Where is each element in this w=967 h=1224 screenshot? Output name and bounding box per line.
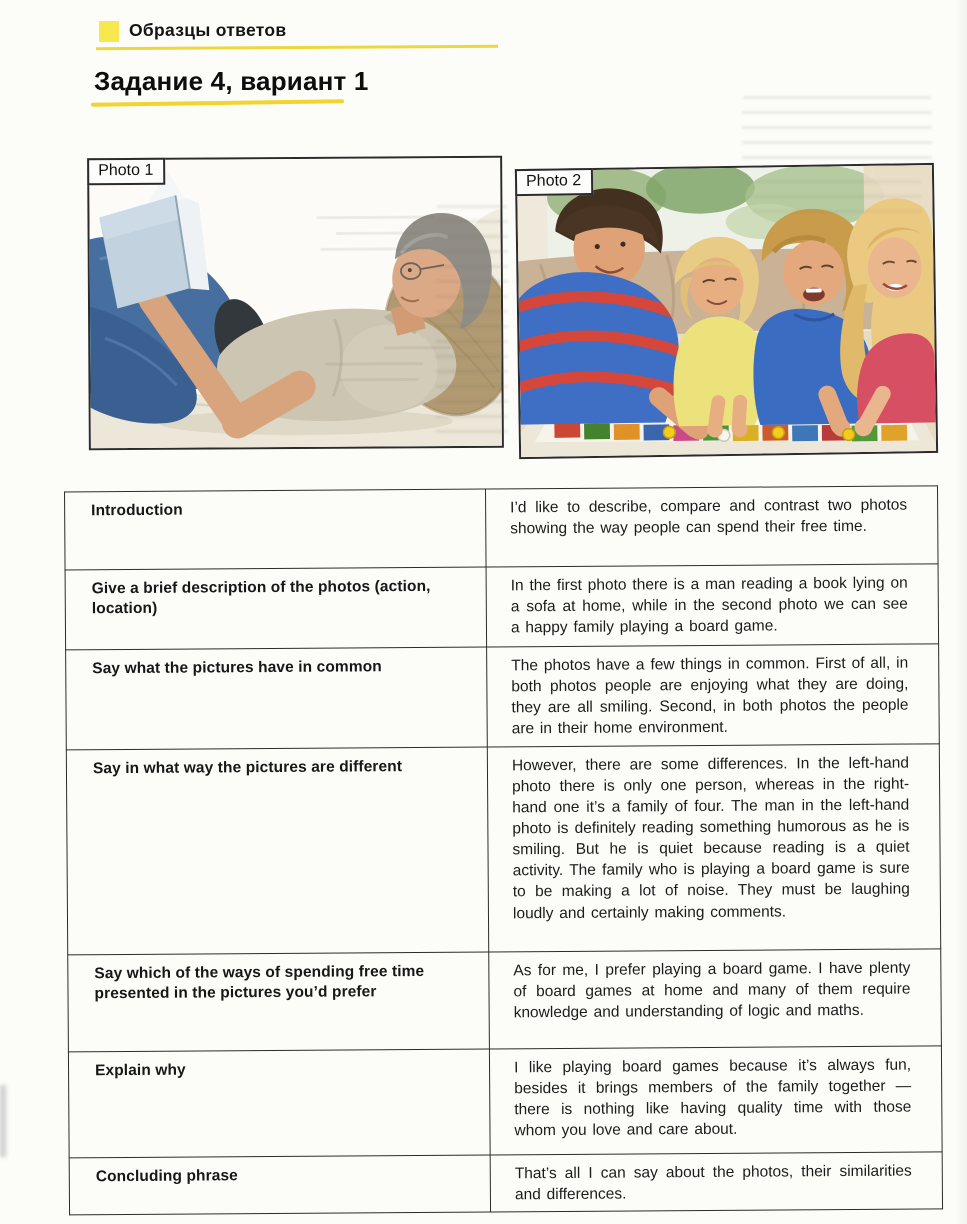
table-row — [68, 1046, 942, 1158]
prompt-cell: Give a brief description of the photos (action, location) — [65, 567, 487, 650]
table-row — [65, 564, 939, 650]
answer-cell: That’s all I can say about the photos, their similarities and differences. — [490, 1152, 942, 1212]
photo-1-label: Photo 1 — [87, 158, 165, 185]
table-row — [66, 644, 940, 750]
scan-bleedthrough — [742, 96, 932, 162]
photo-2-family-board-game — [515, 163, 938, 459]
header-underline — [96, 45, 498, 50]
prompt-cell: Say in what way the pictures are different — [66, 747, 488, 955]
answers-table-wrap — [64, 485, 943, 1215]
yellow-square-icon — [99, 21, 119, 42]
prompt-cell: Concluding phrase — [69, 1155, 490, 1215]
answer-cell: However, there are some differences. In the left-hand photo there is only one person, whereas in the right-hand one it’s a family of four. The man in the left-hand photo is definitely reading something humorous as he is smiling. But he is quiet because reading is a quiet activity. The family who is playing a board game is sure to be making a lot of noise. They must be laughing loudly and certainly making comments. — [487, 744, 940, 952]
answer-cell: As for me, I prefer playing a board game. I have plenty of board games at home and many of them require knowledge and understanding of logic and maths. — [489, 949, 942, 1049]
table-row — [65, 486, 939, 570]
prompt-cell: Introduction — [65, 489, 487, 570]
prompt-cell: Say what the pictures have in common — [66, 647, 488, 750]
prompt-cell: Say which of the ways of spending free time presented in the pictures you’d prefer — [68, 952, 490, 1052]
scan-edge-smudge — [0, 1085, 6, 1157]
table-row — [66, 744, 940, 955]
photo-2-illustration — [517, 165, 936, 457]
photo-2-label: Photo 2 — [515, 168, 594, 196]
page-title: Задание 4, вариант 1 — [94, 66, 369, 96]
prompt-cell: Explain why — [68, 1049, 490, 1158]
section-header: Образцы ответов — [129, 20, 287, 40]
answers-table — [64, 485, 943, 1215]
title-underline — [91, 99, 344, 107]
scan-edge-shadow — [955, 0, 967, 1224]
answer-cell: I like playing board games because it’s always fun, besides it brings members of the family together — there is nothing like having quality time with those whom you love and care about. — [489, 1046, 942, 1155]
answer-cell: The photos have a few things in common. First of all, in both photos people are enjoying what they are doing, they are all smiling. Second, in both photos the people are in their home environment. — [487, 644, 940, 747]
answer-cell: In the first photo there is a man reading a book lying on a sofa at home, while in the second photo we can see a happy family playing a board game. — [486, 564, 939, 647]
table-row — [69, 1152, 942, 1215]
table-row — [68, 949, 942, 1052]
photo-1-illustration — [89, 158, 502, 449]
answer-cell: I’d like to describe, compare and contrast two photos showing the way people can spend their free time. — [486, 486, 939, 567]
photo-1-man-reading — [87, 156, 504, 451]
